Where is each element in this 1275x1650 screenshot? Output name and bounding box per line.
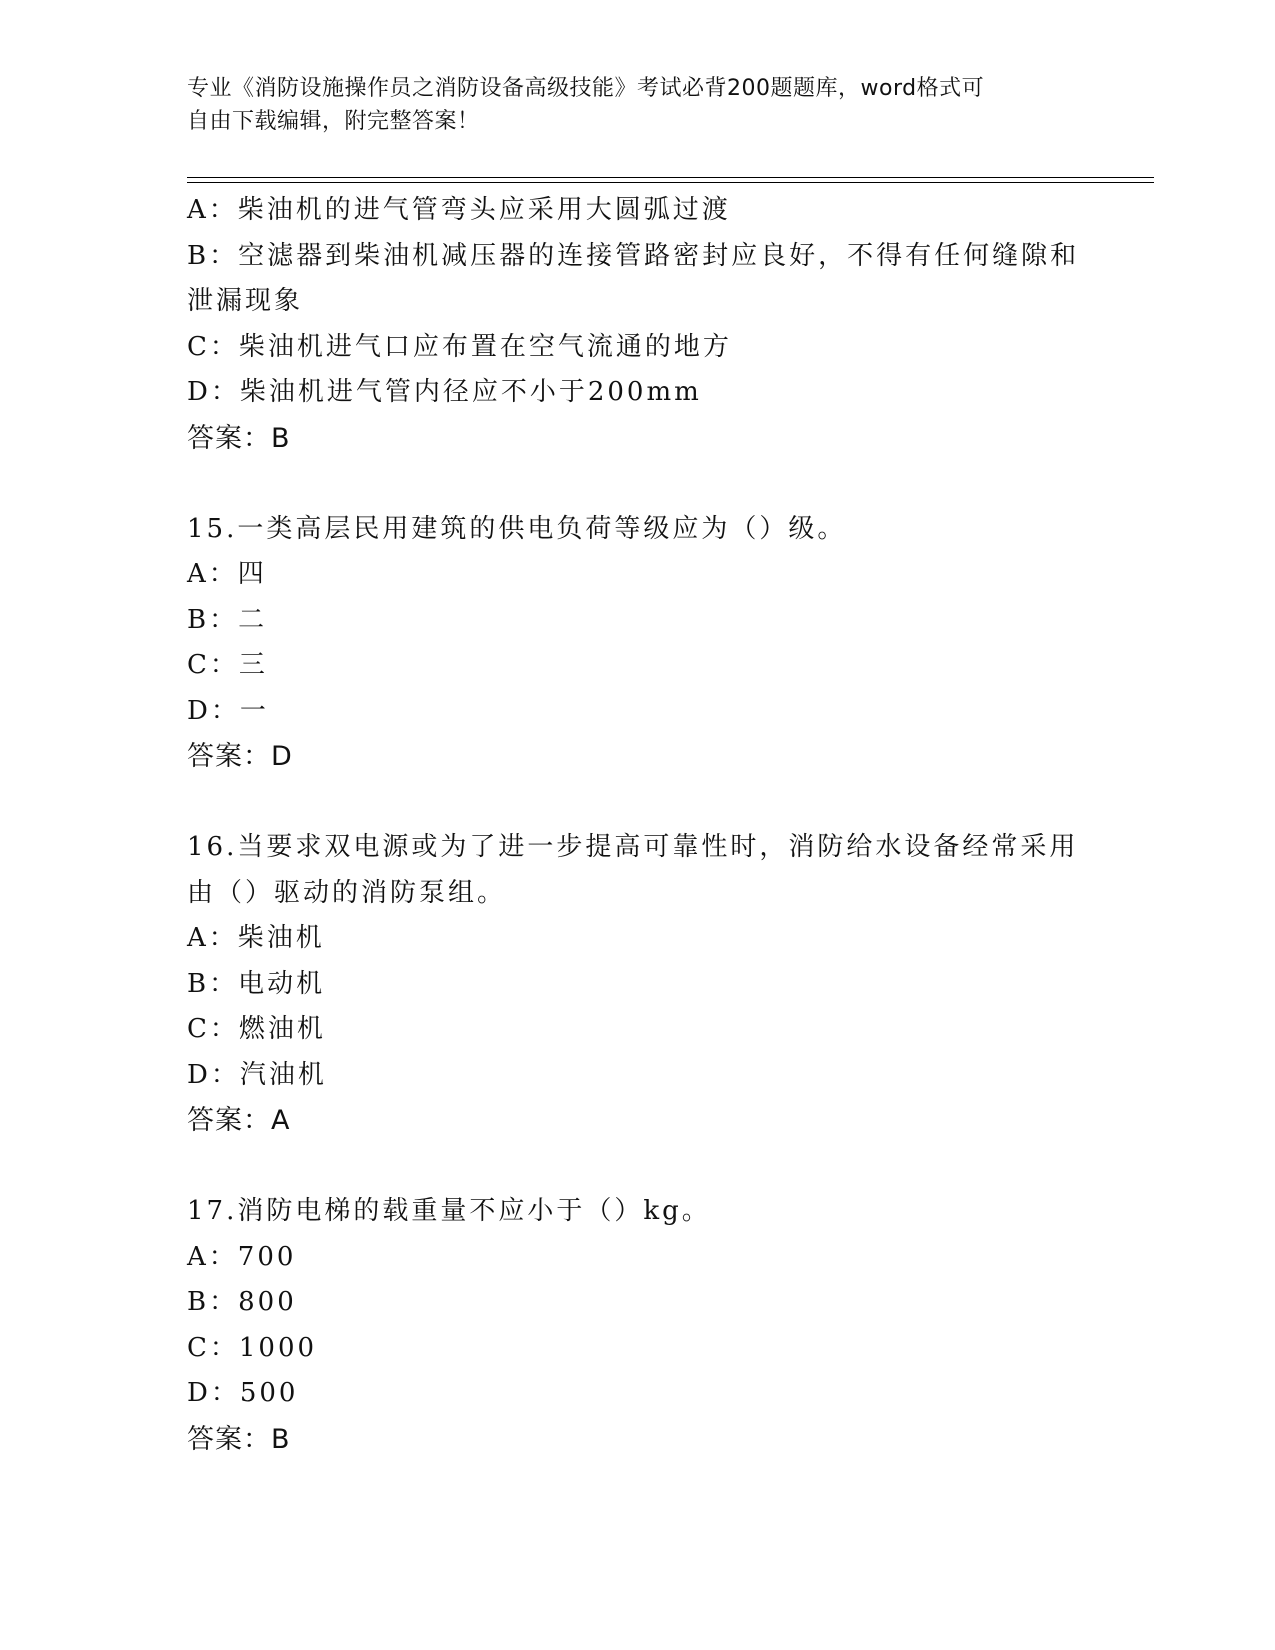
- option-a: A：700: [187, 1241, 297, 1272]
- option-c: C：燃油机: [187, 1014, 326, 1044]
- spacer: [187, 1144, 1087, 1190]
- option-d: D：一: [187, 695, 269, 726]
- question-text: 17.消防电梯的载重量不应小于（）kg。: [187, 1196, 711, 1226]
- option-d: D：柴油机进气管内径应不小于200mm: [187, 377, 702, 407]
- question-text: 16.当要求双电源或为了进一步提高可靠性时，消防给水设备经常采用: [187, 832, 1079, 862]
- option-d: D：500: [187, 1378, 299, 1408]
- question-block-17: [187, 1189, 1087, 1462]
- option-b: B：800: [187, 1287, 297, 1317]
- header-divider-bottom: [187, 182, 1154, 183]
- option-d: D：汽油机: [187, 1059, 327, 1090]
- question-text: 15.一类高层民用建筑的供电负荷等级应为（）级。: [187, 513, 847, 544]
- option-c: C：三: [187, 650, 268, 680]
- document-header: [187, 72, 1087, 138]
- answer: 答案：A: [187, 1105, 291, 1136]
- question-block-14: [187, 188, 1087, 461]
- header-divider-top: [187, 177, 1154, 178]
- option-b: B：二: [187, 604, 268, 635]
- header-title-line-2: 自由下载编辑，附完整答案！: [187, 109, 480, 134]
- question-block-15: [187, 507, 1087, 780]
- option-c: C：1000: [187, 1332, 318, 1363]
- answer: 答案：B: [187, 1423, 291, 1455]
- answer: 答案：B: [187, 422, 291, 454]
- question-list: [187, 188, 1087, 1462]
- option-a: A：柴油机: [187, 923, 325, 953]
- option-b-continued: 泄漏现象: [187, 286, 304, 316]
- question-block-16: [187, 825, 1087, 1144]
- option-b: B：电动机: [187, 968, 326, 999]
- option-a: A：四: [187, 559, 267, 589]
- question-text-continued: 由（）驱动的消防泵组。: [187, 877, 507, 908]
- option-a: A：柴油机的进气管弯头应采用大圆弧过渡: [187, 195, 731, 225]
- header-title-line-1: 专业《消防设施操作员之消防设备高级技能》考试必背200题题库，word格式可: [187, 76, 985, 101]
- answer: 答案：D: [187, 741, 293, 772]
- option-c: C：柴油机进气口应布置在空气流通的地方: [187, 331, 732, 362]
- spacer: [187, 461, 1087, 507]
- option-b: B：空滤器到柴油机减压器的连接管路密封应良好，不得有任何缝隙和: [187, 240, 1080, 271]
- spacer: [187, 780, 1087, 826]
